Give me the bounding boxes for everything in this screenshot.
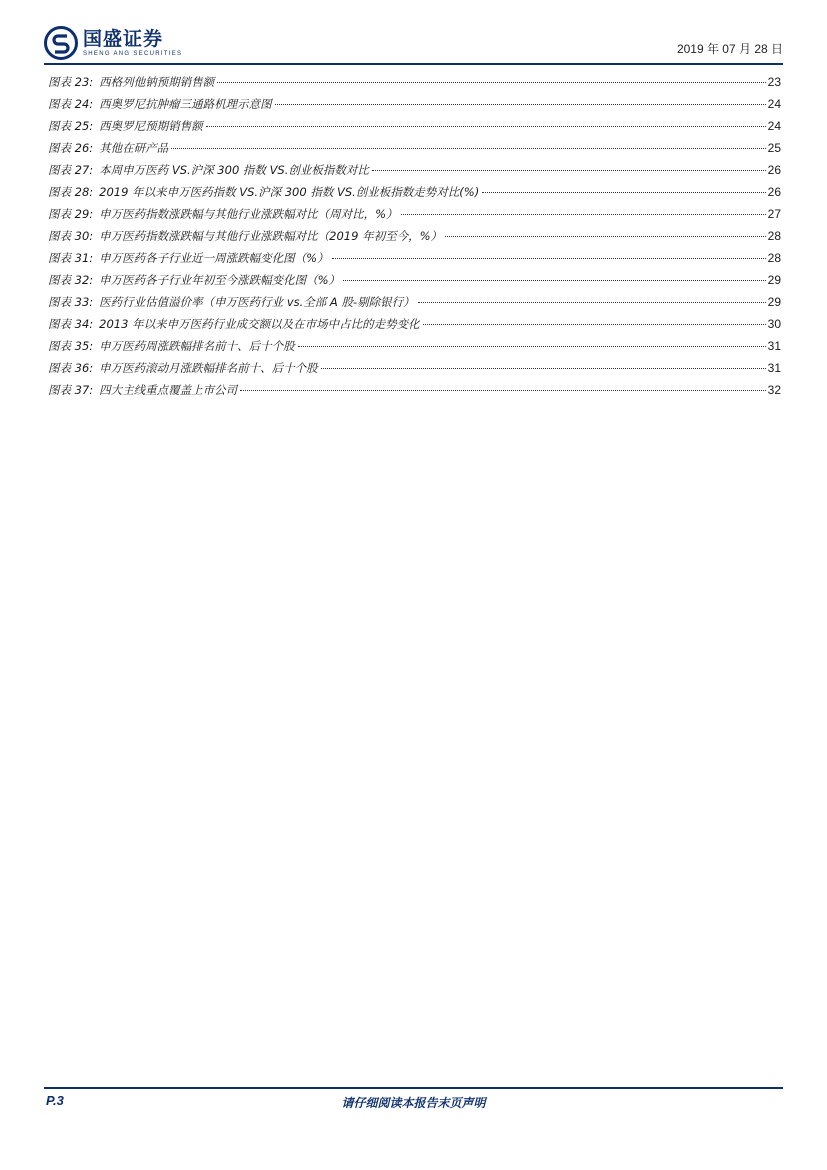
disclaimer-note: 请仔细阅读本报告末页声明 <box>341 1096 486 1110</box>
toc-entry[interactable] <box>48 115 781 137</box>
figure-index-list <box>48 71 781 401</box>
toc-entry-page: 26 <box>767 185 781 199</box>
toc-dot-leader <box>332 258 766 259</box>
toc-dot-leader <box>171 148 765 149</box>
toc-entry-title: 医药行业估值溢价率（申万医药行业 vs.全部 A 股-剔除银行） <box>99 295 415 309</box>
toc-entry[interactable] <box>48 335 781 357</box>
toc-dot-leader <box>423 324 766 325</box>
toc-entry-title: 2019 年以来申万医药指数 VS.沪深 300 指数 VS.创业板指数走势对比(%) <box>99 185 480 199</box>
toc-entry-title: 2013 年以来申万医药行业成交额以及在市场中占比的走势变化 <box>99 317 420 331</box>
toc-entry-label: 图表 29: <box>48 207 94 221</box>
brand-name-cn: 国盛证券 <box>83 28 164 50</box>
toc-entry-title: 西格列他钠预期销售额 <box>99 75 215 89</box>
toc-entry-label: 图表 28: <box>48 185 94 199</box>
toc-entry-page: 28 <box>767 251 781 265</box>
toc-entry[interactable] <box>48 225 781 247</box>
toc-entry-title: 其他在研产品 <box>99 141 169 155</box>
toc-entry-page: 29 <box>767 273 781 287</box>
toc-entry-page: 28 <box>767 229 781 243</box>
toc-entry-page: 26 <box>767 163 781 177</box>
toc-entry-label: 图表 35: <box>48 339 94 353</box>
toc-entry-page: 32 <box>767 383 781 397</box>
toc-entry[interactable] <box>48 269 781 291</box>
toc-dot-leader <box>298 346 766 347</box>
toc-entry-label: 图表 24: <box>48 97 94 111</box>
toc-entry-title: 西奥罗尼预期销售额 <box>99 119 203 133</box>
toc-entry-label: 图表 25: <box>48 119 94 133</box>
toc-entry[interactable] <box>48 313 781 335</box>
toc-entry-label: 图表 37: <box>48 383 94 397</box>
footer-divider <box>44 1087 783 1089</box>
toc-entry-title: 申万医药周涨跌幅排名前十、后十个股 <box>99 339 295 353</box>
toc-entry-page: 31 <box>767 339 781 353</box>
brand-name-en: SHENG ANG SECURITIES <box>83 51 183 57</box>
toc-entry-title: 申万医药指数涨跌幅与其他行业涨跌幅对比（2019 年初至今，%） <box>99 229 443 243</box>
toc-entry-page: 25 <box>767 141 781 155</box>
toc-entry-label: 图表 36: <box>48 361 94 375</box>
toc-entry[interactable] <box>48 71 781 93</box>
report-date: 2019 年 07 月 28 日 <box>676 42 783 56</box>
toc-entry-title: 申万医药滚动月涨跌幅排名前十、后十个股 <box>99 361 318 375</box>
brand-logo <box>44 26 182 60</box>
toc-entry[interactable] <box>48 203 781 225</box>
header-divider <box>44 63 783 65</box>
toc-entry-page: 23 <box>767 75 781 89</box>
toc-entry[interactable] <box>48 181 781 203</box>
toc-entry-title: 申万医药指数涨跌幅与其他行业涨跌幅对比（周对比，%） <box>99 207 398 221</box>
toc-entry[interactable] <box>48 93 781 115</box>
toc-dot-leader <box>343 280 766 281</box>
toc-entry[interactable] <box>48 137 781 159</box>
toc-entry-title: 本周申万医药 VS.沪深 300 指数 VS.创业板指数对比 <box>99 163 369 177</box>
toc-entry-title: 四大主线重点覆盖上市公司 <box>99 383 238 397</box>
toc-entry[interactable] <box>48 379 781 401</box>
toc-dot-leader <box>206 126 766 127</box>
toc-dot-leader <box>372 170 766 171</box>
toc-dot-leader <box>217 82 765 83</box>
toc-entry-label: 图表 32: <box>48 273 94 287</box>
toc-entry-title: 申万医药各子行业年初至今涨跌幅变化图（%） <box>99 273 341 287</box>
toc-dot-leader <box>321 368 766 369</box>
toc-entry-page: 24 <box>767 97 781 111</box>
brand-logo-icon <box>44 26 78 60</box>
page-number: P.3 <box>46 1093 64 1108</box>
toc-entry-page: 27 <box>767 207 781 221</box>
toc-entry-page: 30 <box>767 317 781 331</box>
toc-entry[interactable] <box>48 159 781 181</box>
toc-dot-leader <box>275 104 766 105</box>
toc-entry-page: 31 <box>767 361 781 375</box>
toc-entry[interactable] <box>48 357 781 379</box>
toc-entry-label: 图表 33: <box>48 295 94 309</box>
page-header <box>44 22 783 62</box>
toc-dot-leader <box>418 302 766 303</box>
toc-dot-leader <box>482 192 765 193</box>
toc-entry-label: 图表 30: <box>48 229 94 243</box>
toc-entry-page: 29 <box>767 295 781 309</box>
toc-dot-leader <box>401 214 766 215</box>
toc-entry-label: 图表 23: <box>48 75 94 89</box>
toc-entry-label: 图表 26: <box>48 141 94 155</box>
toc-entry-title: 申万医药各子行业近一周涨跌幅变化图（%） <box>99 251 329 265</box>
toc-entry-page: 24 <box>767 119 781 133</box>
toc-dot-leader <box>240 390 765 391</box>
toc-entry[interactable] <box>48 247 781 269</box>
toc-entry-label: 图表 27: <box>48 163 94 177</box>
toc-entry-title: 西奥罗尼抗肿瘤三通路机理示意图 <box>99 97 272 111</box>
toc-entry-label: 图表 34: <box>48 317 94 331</box>
toc-entry[interactable] <box>48 291 781 313</box>
toc-entry-label: 图表 31: <box>48 251 94 265</box>
toc-dot-leader <box>445 236 766 237</box>
